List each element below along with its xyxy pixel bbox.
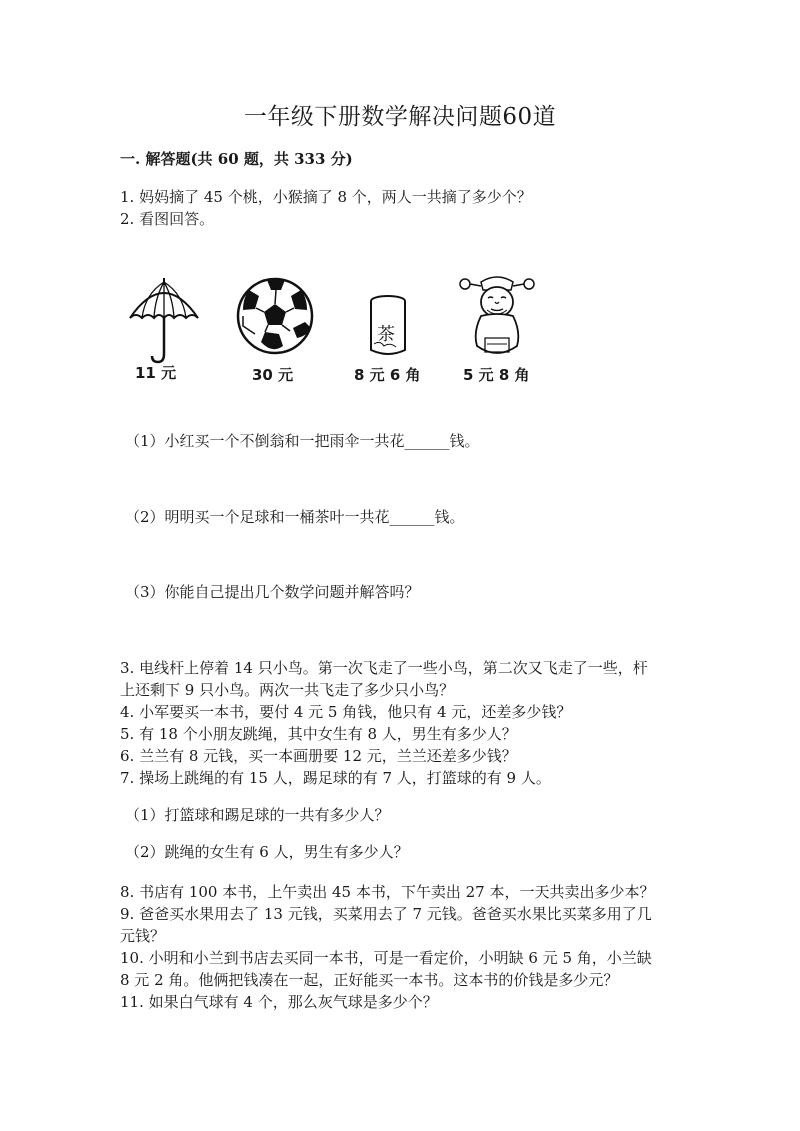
- question-11: 11. 如果白气球有 4 个，那么灰气球是多少个？: [120, 993, 438, 1011]
- question-5: 5. 有 18 个小朋友跳绳，其中女生有 8 人，男生有多少人？: [120, 725, 517, 743]
- tumbler-doll-item: [455, 268, 545, 398]
- question-7-part-1: （1）打篮球和踢足球的一共有多少人？: [125, 806, 390, 824]
- question-7: 7. 操场上跳绳的有 15 人，踢足球的有 7 人，打篮球的有 9 人。: [120, 769, 551, 787]
- tea-can-item: [350, 268, 430, 398]
- question-4: 4. 小军要买一本书，要付 4 元 5 角钱，他只有 4 元，还差多少钱？: [120, 703, 572, 721]
- question-7-part-2: （2）跳绳的女生有 6 人，男生有多少人？: [125, 843, 409, 861]
- question-8: 8. 书店有 100 本书，上午卖出 45 本书，下午卖出 27 本，一天共卖出多少本？: [120, 883, 655, 901]
- umbrella-price: 11 元: [135, 364, 177, 382]
- question-3-line-2: 上还剩下 9 只小鸟。两次一共飞走了多少只小鸟？: [120, 681, 455, 699]
- question-1: 1. 妈妈摘了 45 个桃，小猴摘了 8 个，两人一共摘了多少个？: [120, 188, 532, 206]
- soccer-ball-item: [235, 268, 317, 398]
- soccer-ball-price: 30 元: [252, 366, 294, 384]
- price-figure: [120, 268, 550, 398]
- page-title: 一年级下册数学解决问题60道: [243, 104, 557, 130]
- question-3-line-1: 3. 电线杆上停着 14 只小鸟。第一次飞走了一些小鸟，第二次又飞走了一些，杆: [120, 659, 648, 677]
- umbrella-item: [125, 268, 205, 398]
- question-9-line-1: 9. 爸爸买水果用去了 13 元钱，买菜用去了 7 元钱。爸爸买水果比买菜多用了几: [120, 905, 652, 923]
- question-2: 2. 看图回答。: [120, 210, 215, 228]
- tumbler-doll-price: 5 元 8 角: [463, 366, 530, 384]
- section-heading: 一. 解答题(共 60 题，共 333 分): [120, 150, 353, 168]
- umbrella-icon: [127, 274, 201, 366]
- question-2-part-2: （2）明明买一个足球和一桶茶叶一共花______钱。: [125, 508, 465, 526]
- tea-can-price: 8 元 6 角: [354, 366, 421, 384]
- soccer-ball-icon: [235, 276, 315, 356]
- tumbler-doll-icon: [457, 272, 537, 360]
- question-9-line-2: 元钱？: [120, 927, 166, 945]
- tea-can-label: 茶: [377, 324, 395, 345]
- question-10-line-2: 8 元 2 角。他俩把钱凑在一起，正好能买一本书。这本书的价钱是多少元？: [120, 971, 619, 989]
- question-10-line-1: 10. 小明和小兰到书店去买同一本书，可是一看定价，小明缺 6 元 5 角，小兰缺: [120, 949, 652, 967]
- question-6: 6. 兰兰有 8 元钱，买一本画册要 12 元，兰兰还差多少钱？: [120, 747, 517, 765]
- question-2-part-3: （3）你能自己提出几个数学问题并解答吗？: [125, 583, 420, 601]
- question-2-part-1: （1）小红买一个不倒翁和一把雨伞一共花______钱。: [125, 432, 480, 450]
